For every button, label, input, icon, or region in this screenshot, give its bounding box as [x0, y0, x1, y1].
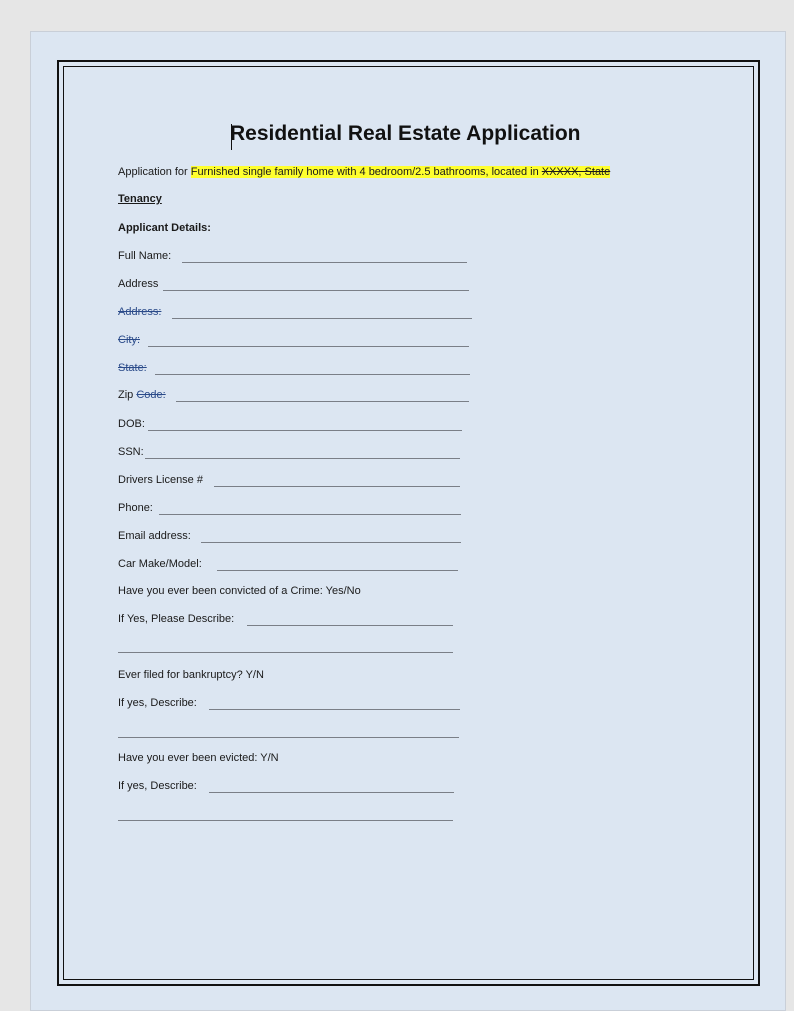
- ssn-field[interactable]: [145, 458, 460, 459]
- page-border-inner: [63, 66, 754, 980]
- zip-label: [118, 389, 166, 401]
- phone-field[interactable]: [159, 514, 461, 515]
- bankruptcy-describe-field-2[interactable]: [118, 737, 459, 738]
- crime-question: Have you ever been convicted of a Crime: Yes/No: [118, 585, 361, 597]
- evicted-describe-field[interactable]: [209, 792, 454, 793]
- bankruptcy-describe-field[interactable]: [209, 709, 460, 710]
- crime-describe-label: If Yes, Please Describe:: [118, 613, 235, 625]
- car-label: Car Make/Model:: [118, 558, 202, 570]
- drivers-license-field[interactable]: [214, 486, 460, 487]
- phone-label: Phone:: [118, 502, 153, 514]
- address-line-2-field[interactable]: [172, 318, 472, 319]
- state-label: State:: [118, 362, 147, 374]
- document-title[interactable]: Residential Real Estate Application: [230, 122, 581, 145]
- application-for-prefix: Application for: [118, 166, 188, 178]
- city-field[interactable]: [148, 346, 469, 347]
- city-label: City:: [118, 334, 140, 346]
- full-name-label: Full Name:: [118, 250, 172, 262]
- zip-code-struck: Code:: [136, 389, 166, 401]
- car-field[interactable]: [217, 570, 458, 571]
- application-for-line[interactable]: [118, 166, 610, 178]
- zip-prefix: Zip: [118, 389, 134, 401]
- dob-label: DOB:: [118, 418, 145, 430]
- evicted-question: Have you ever been evicted: Y/N: [118, 752, 279, 764]
- tenancy-label[interactable]: Tenancy: [118, 193, 162, 205]
- email-field[interactable]: [201, 542, 461, 543]
- state-field[interactable]: [155, 374, 470, 375]
- dob-field[interactable]: [148, 430, 462, 431]
- property-description: Furnished single family home with 4 bedroom/2.5 bathrooms, located in: [190, 166, 539, 178]
- address-field[interactable]: [163, 290, 469, 291]
- applicant-details-heading[interactable]: Applicant Details:: [118, 222, 211, 234]
- crime-describe-field-2[interactable]: [118, 652, 453, 653]
- property-location-struck: XXXXX, State: [541, 166, 611, 178]
- zip-field[interactable]: [176, 401, 469, 402]
- address-struck-label: Address:: [118, 306, 162, 318]
- crime-describe-field[interactable]: [247, 625, 453, 626]
- address-label: Address: [118, 278, 159, 290]
- bankruptcy-describe-label: If yes, Describe:: [118, 697, 197, 709]
- evicted-describe-label: If yes, Describe:: [118, 780, 197, 792]
- drivers-license-label: Drivers License #: [118, 474, 203, 486]
- email-label: Email address:: [118, 530, 191, 542]
- bankruptcy-question: Ever filed for bankruptcy? Y/N: [118, 669, 264, 681]
- ssn-label: SSN:: [118, 446, 144, 458]
- evicted-describe-field-2[interactable]: [118, 820, 453, 821]
- full-name-field[interactable]: [182, 262, 467, 263]
